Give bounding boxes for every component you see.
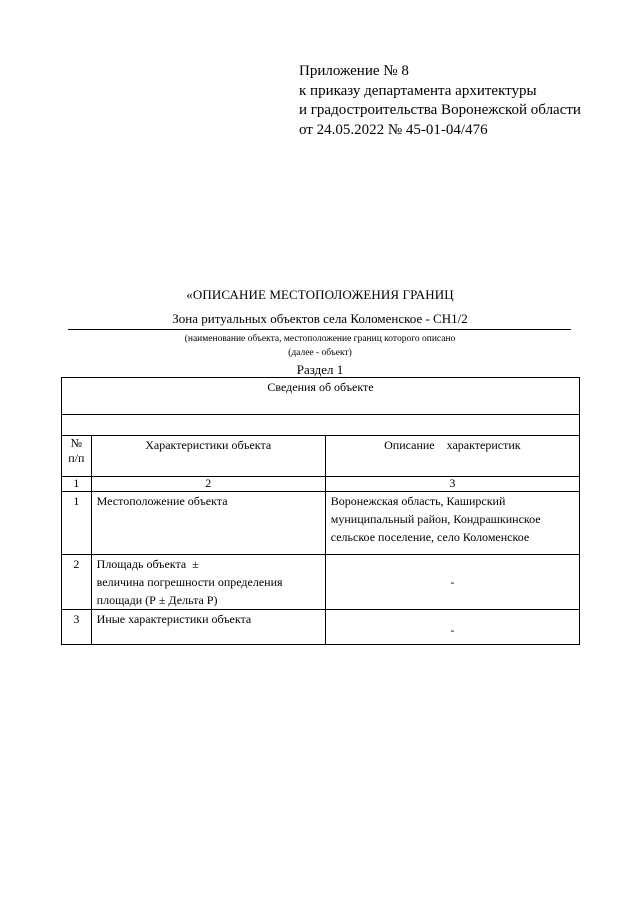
object-name-note [0, 333, 640, 360]
column-header-num-line-1: № [70, 436, 83, 450]
table-heading-row [62, 378, 580, 415]
row-1-description: Воронежская область, Каширский муниципальный район, Кондрашкинское сельское поселение, село Коломенское [325, 492, 579, 555]
row-2-characteristic-line-2: величина погрешности определения [96, 575, 283, 589]
appendix-line-4: от 24.05.2022 № 45-01-04/476 [299, 121, 488, 138]
row-2-description: - [325, 555, 579, 610]
table-heading: Сведения об объекте [62, 378, 580, 415]
object-info-table [61, 377, 580, 645]
row-2-num: 2 [62, 555, 92, 610]
row-1-characteristic: Местоположение объекта [91, 492, 325, 555]
appendix-block [299, 62, 629, 140]
table-row [62, 555, 580, 610]
table-column-number-row [62, 477, 580, 492]
column-number-3: 3 [325, 477, 579, 492]
row-2-characteristic-line-1: Площадь объекта ± [96, 557, 199, 571]
table-column-header-row [62, 436, 580, 477]
appendix-line-3: и градостроительства Воронежской области [299, 102, 581, 118]
row-2-characteristic [91, 555, 325, 610]
column-header-num [62, 436, 92, 477]
table-blank-row [62, 415, 580, 436]
object-note-line-2: (далее - объект) [288, 347, 352, 358]
object-name: Зона ритуальных объектов села Коломенское - СН1/2 [172, 311, 468, 326]
column-header-characteristics: Характеристики объекта [91, 436, 325, 477]
table-blank-cell [62, 415, 580, 436]
document-title: «ОПИСАНИЕ МЕСТОПОЛОЖЕНИЯ ГРАНИЦ [186, 287, 454, 302]
row-3-characteristic: Иные характеристики объекта [91, 610, 325, 645]
column-number-2: 2 [91, 477, 325, 492]
object-note-line-1: (наименование объекта, местоположение границ которого описано [184, 334, 456, 344]
table-row [62, 610, 580, 645]
column-number-1: 1 [62, 477, 92, 492]
table-row [62, 492, 580, 555]
column-header-num-line-2: п/п [68, 451, 85, 465]
row-1-num: 1 [62, 492, 92, 555]
object-name-underline [68, 329, 571, 330]
column-header-description: Описание характеристик [325, 436, 579, 477]
row-3-num: 3 [62, 610, 92, 645]
row-2-characteristic-line-3: площади (Р ± Дельта Р) [96, 593, 218, 607]
section-label: Раздел 1 [296, 362, 344, 377]
appendix-line-1: Приложение № 8 [299, 63, 409, 79]
row-3-description: - [325, 610, 579, 645]
appendix-line-2: к приказу департамента архитектуры [299, 82, 537, 99]
